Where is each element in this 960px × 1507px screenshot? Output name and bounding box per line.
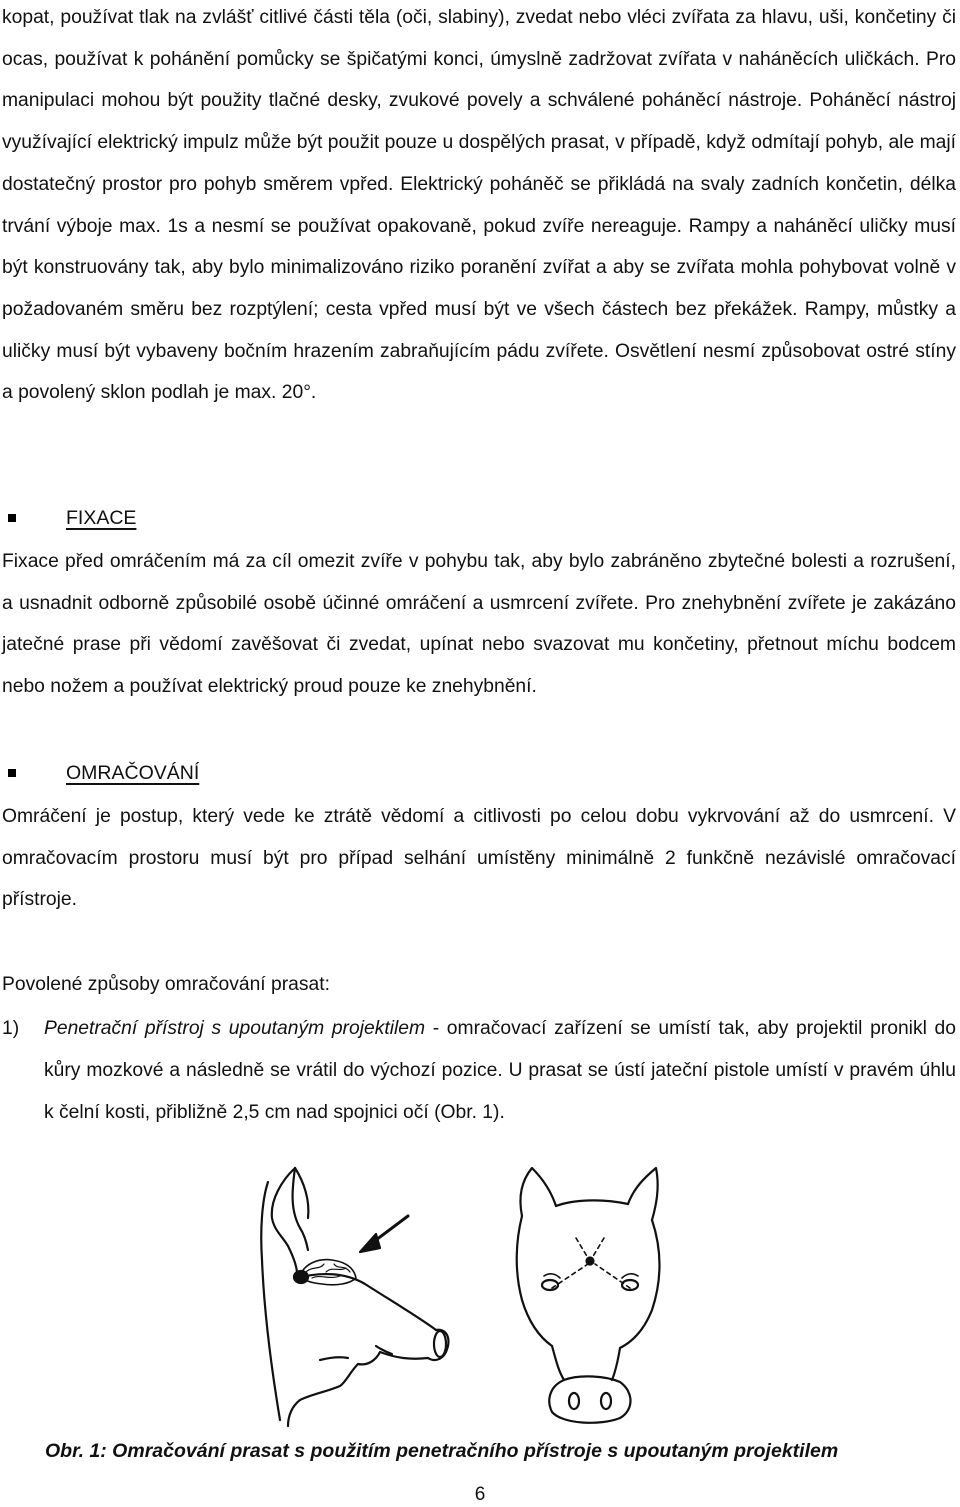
pig-profile-drawing: [261, 1168, 448, 1426]
bullet-square-icon: [8, 769, 16, 777]
list-item-term: Penetrační přístroj s upoutaným projektilem: [44, 1018, 426, 1039]
pig-front-drawing: [517, 1168, 660, 1423]
paragraph-animal-handling: kopat, používat tlak na zvlášť citlivé části těla (oči, slabiny), zvedat nebo vléci zvířata za hlavu, uši, končetiny či ocas, používat k pohánění pomůcky se špičatými konci, úmyslně zadržovat zvířata v naháněcích uličkách. Pro manipulaci mohou být použity tlačné desky, zvukové povely a schválené poháněcí nástroje. Poháněcí nástroj využívající elektrický impulz může být použit pouze u dospělých prasat, v případě, když odmítají pohyb, ale mají dostatečný prostor pro pohyb směrem vpřed. Elektrický poháněč se přikládá na svaly zadních končetin, délka trvání výboje max. 1s a nesmí se používat opakovaně, pokud zvíře nereaguje. Rampy a naháněcí uličky musí být konstruovány tak, aby bylo minimalizováno riziko poranění zvířat a aby se zvířata mohla pohybovat volně v požadovaném směru bez rozptýlení; cesta vpřed musí být ve všech částech bez překážek. Rampy, můstky a uličky musí být vybaveny bočním hrazením zabraňujícím pádu zvířete. Osvětlení nesmí způsobovat ostré stíny a povolený sklon podlah je max. 20°.: [2, 7, 956, 404]
pig-head-stunning-illustration: [200, 1160, 780, 1430]
list-item-body: [44, 1008, 956, 1134]
page-number: 6: [474, 1484, 486, 1505]
methods-intro: Povolené způsoby omračování prasat:: [2, 974, 330, 995]
bullet-square-icon: [8, 514, 16, 522]
figure-caption: Obr. 1: Omračování prasat s použitím penetračního přístroje s upoutaným projektilem: [45, 1440, 839, 1462]
section-heading-omracovani: OMRAČOVÁNÍ: [66, 762, 200, 784]
paragraph-omracovani: Omráčení je postup, který vede ke ztrátě vědomí a citlivosti po celou dobu vykrvování až do usmrcení. V omračovacím prostoru musí být pro případ selhání umístěny minimálně 2 funkčně nezávislé omračovací přístroje.: [2, 806, 956, 911]
section-heading-fixace: FIXACE: [66, 507, 137, 529]
list-item-text: - omračovací zařízení se umístí tak, aby projektil pronikl do kůry mozkové a následně se vrátil do výchozí pozice. U prasat se ústí jateční pistole umístí v pravém úhlu k čelní kosti, přibližně 2,5 cm nad spojnici očí (Obr. 1).: [44, 1018, 956, 1123]
paragraph-fixace: Fixace před omráčením má za cíl omezit zvíře v pohybu tak, aby bylo zabráněno zbytečné bolesti a rozrušení, a usnadnit odborně způsobilé osobě účinné omráčení a usmrcení zvířete. Pro znehybnění zvířete je zakázáno jatečné prase při vědomí zavěšovat či zvedat, upínat nebo svazovat mu končetiny, přetnout míchu bodcem nebo nožem a používat elektrický proud pouze ke znehybnění.: [2, 551, 956, 698]
list-item-number: 1): [2, 1018, 20, 1039]
